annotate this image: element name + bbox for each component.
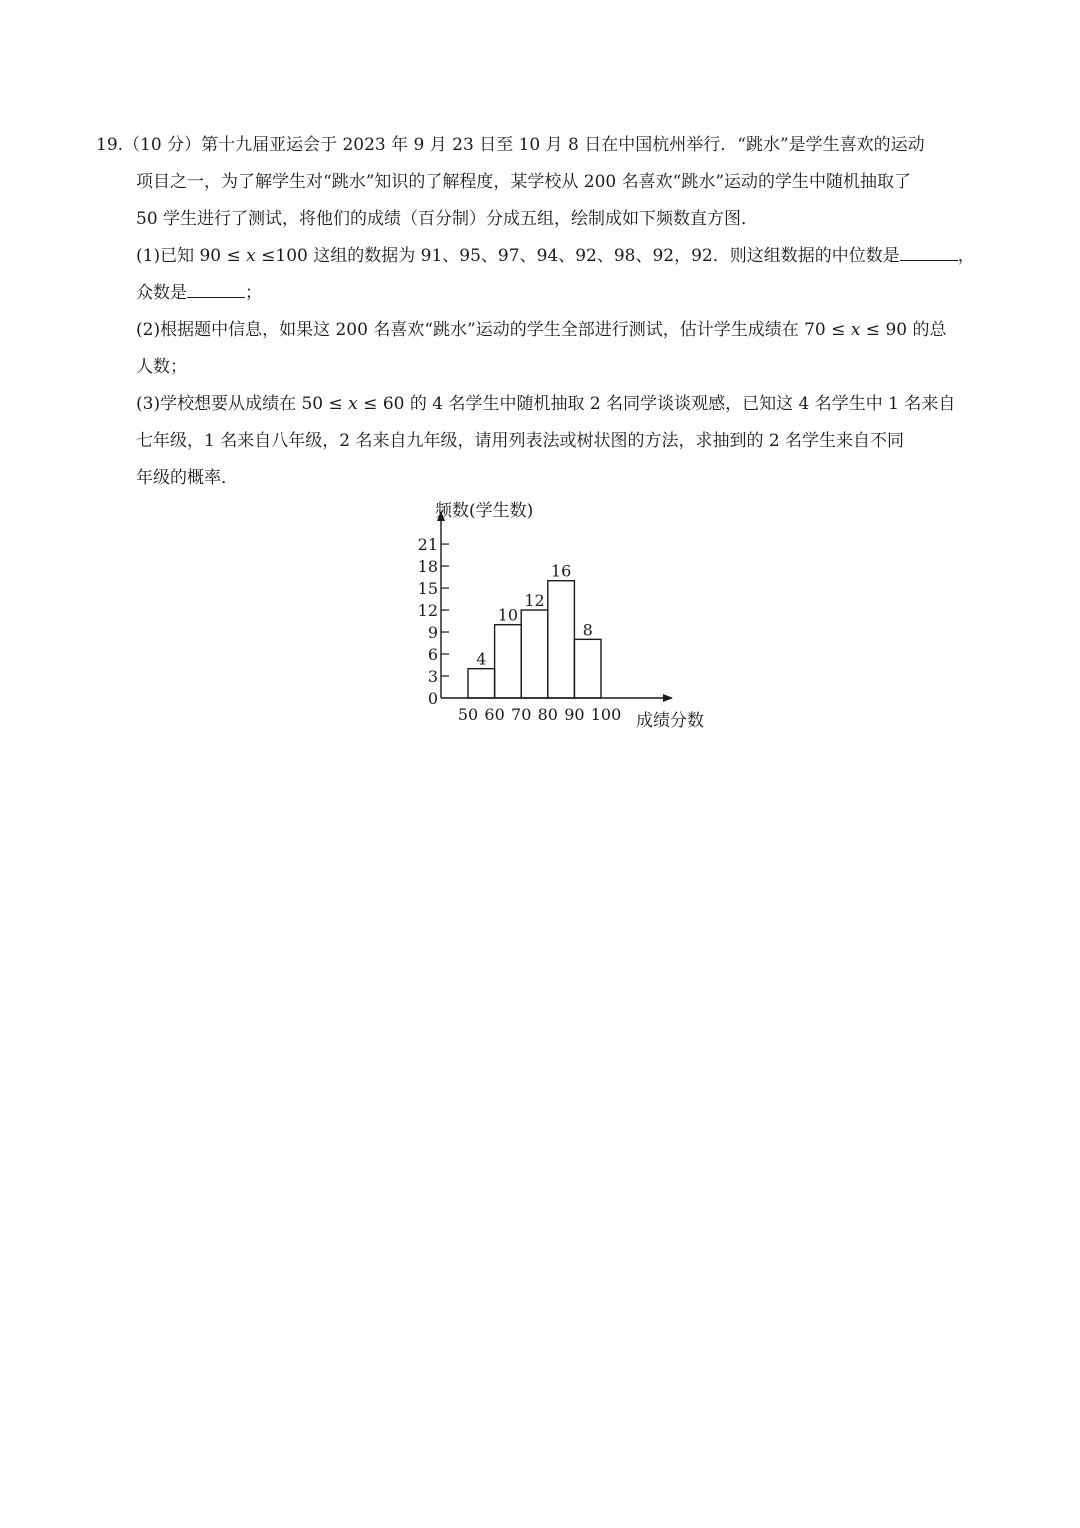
y-tick-label: 6 xyxy=(427,645,438,665)
labels xyxy=(418,501,704,731)
problem-line-1: 19.（10 分）第十九届亚运会于 2023 年 9 月 23 日至 10 月 8 日在中国杭州举行．“跳水”是学生喜欢的运动 xyxy=(96,135,925,155)
bar-value-label: 16 xyxy=(550,561,572,581)
question-3-line-2: 七年级，1 名来自八年级，2 名来自九年级，请用列表法或树状图的方法，求抽到的 2 名学生来自不同 xyxy=(136,431,905,451)
y-axis-title: 频数(学生数) xyxy=(435,501,534,521)
problem-line-3: 50 学生进行了测试，将他们的成绩（百分制）分成五组，绘制成如下频数直方图． xyxy=(136,209,759,229)
x-tick-label: 80 xyxy=(537,705,558,724)
y-tick-label: 12 xyxy=(417,601,438,621)
question-2-line-2: 人数； xyxy=(136,357,187,377)
x-tick-label: 70 xyxy=(511,705,532,724)
problem-19 xyxy=(96,127,986,497)
y-tick-label: 21 xyxy=(417,535,438,555)
histogram-svg xyxy=(390,492,730,742)
y-tick-label: 15 xyxy=(417,579,438,599)
question-3-line-3: 年级的概率． xyxy=(136,468,238,488)
x-tick-label: 60 xyxy=(484,705,505,724)
median-answer-blank[interactable] xyxy=(900,240,958,261)
histogram-bar xyxy=(495,625,522,698)
mode-answer-blank[interactable] xyxy=(187,277,245,298)
x-tick-label: 90 xyxy=(564,705,585,724)
histogram-bar xyxy=(521,610,548,698)
bar-value-label: 4 xyxy=(476,649,487,669)
frequency-histogram xyxy=(390,492,730,742)
question-2-line-1: (2)根据题中信息，如果这 200 名喜欢“跳水”运动的学生全部进行测试，估计学生成绩在 70 ≤ x ≤ 90 的总 xyxy=(136,320,947,340)
question-1-line-2: 众数是 ； xyxy=(96,275,986,312)
problem-line-2: 项目之一，为了解学生对“跳水”知识的了解程度，某学校从 200 名喜欢“跳水”运动的学生中随机抽取了 xyxy=(136,172,912,192)
y-tick-label: 3 xyxy=(427,667,438,687)
bar-value-label: 10 xyxy=(497,605,519,625)
question-3-line-1: (3)学校想要从成绩在 50 ≤ x ≤ 60 的 4 名学生中随机抽取 2 名同学谈谈观感，已知这 4 名学生中 1 名来自 xyxy=(136,394,956,414)
histogram-bar xyxy=(574,639,601,698)
histogram-bar xyxy=(548,581,575,698)
x-axis-title: 成绩分数 xyxy=(636,711,704,731)
histogram-bar xyxy=(468,669,495,698)
y-tick-label: 0 xyxy=(427,689,438,708)
y-tick-label: 9 xyxy=(427,623,438,643)
question-1-line-1: (1)已知 90 ≤ x ≤100 这组的数据为 91、95、97、94、92、98、92，92．则这组数据的中位数是 ， xyxy=(96,238,986,275)
bar-value-label: 12 xyxy=(524,591,545,611)
bar-value-label: 8 xyxy=(582,620,593,640)
x-tick-label: 100 xyxy=(590,705,622,724)
x-tick-label: 50 xyxy=(457,705,479,724)
y-tick-label: 18 xyxy=(417,557,438,577)
axes xyxy=(441,512,672,698)
